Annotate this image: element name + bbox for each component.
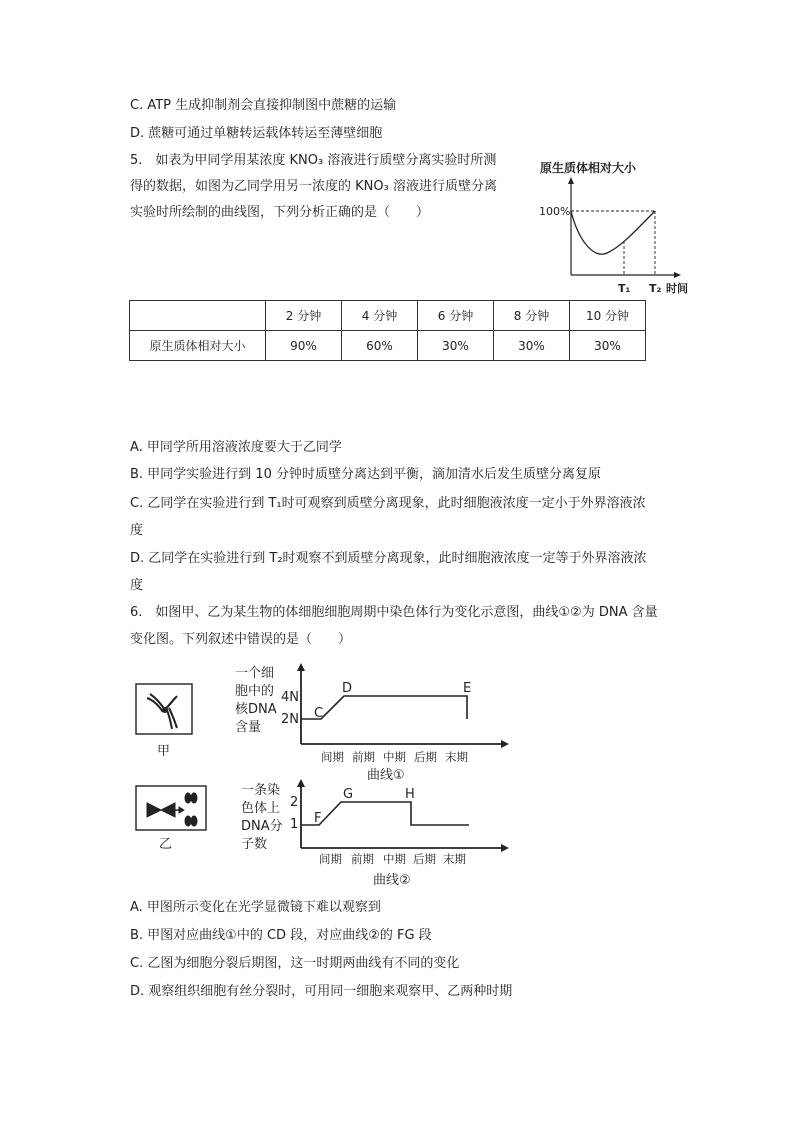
curve1-ylabel-line: 胞中的 <box>235 684 275 699</box>
curve1-point-c: C <box>314 706 324 721</box>
q5-table-cell: 30% <box>494 331 570 361</box>
q5-stem <box>130 148 530 226</box>
fig-jia-label: 甲 <box>157 744 171 759</box>
curve1-ylabel-line: 核DNA <box>235 702 277 717</box>
curve2-ylabel-line: 一条染 <box>241 783 281 798</box>
q5-table-row-label: 原生质体相对大小 <box>130 331 266 361</box>
curve2-ylabel-line: 子数 <box>241 837 268 852</box>
q4-option-c: C. ATP 生成抑制剂会直接抑制图中蔗糖的运输 <box>130 98 397 113</box>
q5-stem-line2: 得的数据，如图为乙同学用另一浓度的 KNO₃ 溶液进行质壁分离 <box>130 179 497 194</box>
curve2-caption: 曲线② <box>373 873 411 888</box>
q6-stem-line2: 变化图。下列叙述中错误的是（ ） <box>130 632 352 647</box>
fig-jia-chromosome-icon <box>147 694 177 729</box>
q5-option-c-line1: C. 乙同学在实验进行到 T₁时可观察到质壁分离现象，此时细胞液浓度一定小于外界溶液浓 <box>130 496 646 511</box>
q5-table-corner <box>130 301 266 331</box>
q6-figures <box>125 658 515 894</box>
curve2-y-arrow <box>297 779 305 787</box>
curve1-phase: 后期 <box>414 750 437 764</box>
curve1-phase: 中期 <box>383 750 406 764</box>
q5-curve <box>571 211 655 254</box>
curve1-phase: 前期 <box>352 750 375 764</box>
q5-curve-graph <box>535 155 700 300</box>
q5-table-header: 4 分钟 <box>342 301 418 331</box>
q5-t1-label: T₁ <box>618 282 631 295</box>
q5-y-arrow <box>568 177 574 184</box>
q5-graph-ylabel: 原生质体相对大小 <box>540 161 637 175</box>
curve1-y-arrow <box>297 663 305 671</box>
curve2-point-h: H <box>405 787 415 802</box>
curve1-phase: 末期 <box>445 750 468 764</box>
q5-table-header: 6 分钟 <box>418 301 494 331</box>
q5-data-table <box>129 300 646 361</box>
q5-y-tick-100: 100% <box>539 205 571 218</box>
q5-x-arrow <box>674 272 681 278</box>
curve2-phase: 间期 <box>319 852 342 866</box>
curve1-ylabel-line: 含量 <box>235 720 262 735</box>
q6-option-d: D. 观察组织细胞有丝分裂时，可用同一细胞来观察甲、乙两种时期 <box>130 984 513 999</box>
q6-curve1 <box>235 663 509 783</box>
q5-table-header-row <box>130 301 646 331</box>
curve1-x-arrow <box>501 740 509 748</box>
curve2-point-g: G <box>343 787 354 802</box>
curve2-line <box>301 802 469 825</box>
q5-option-d-line2: 度 <box>130 578 144 593</box>
curve2-phase: 后期 <box>413 852 436 866</box>
curve1-y-tick-2n: 2N <box>281 712 299 727</box>
curve1-y-tick-4n: 4N <box>281 690 299 705</box>
q4-option-d: D. 蔗糖可通过单糖转运载体转运至薄壁细胞 <box>130 126 383 141</box>
q5-table-cell: 60% <box>342 331 418 361</box>
q5-stem-line3: 实验时所绘制的曲线图，下列分析正确的是（ ） <box>130 205 430 220</box>
q5-option-b: B. 甲同学实验进行到 10 分钟时质壁分离达到平衡，滴加清水后发生质壁分离复原 <box>130 467 601 482</box>
q6-stem-line1: 6. 如图甲、乙为某生物的体细胞细胞周期中染色体行为变化示意图，曲线①②为 DNA 含量 <box>130 605 658 620</box>
q6-option-c: C. 乙图为细胞分裂后期图，这一时期两曲线有不同的变化 <box>130 956 460 971</box>
fig-yi-label: 乙 <box>159 837 173 852</box>
q5-table-cell: 30% <box>570 331 646 361</box>
q6-option-b: B. 甲图对应曲线①中的 CD 段，对应曲线②的 FG 段 <box>130 928 432 943</box>
curve2-phase: 前期 <box>351 852 374 866</box>
q5-t2-label: T₂ <box>649 282 662 295</box>
curve2-ylabel-line: 色体上 <box>241 801 281 816</box>
q5-table-cell: 90% <box>266 331 342 361</box>
q5-table-cell: 30% <box>418 331 494 361</box>
q6-curve2 <box>241 779 509 888</box>
curve1-phase: 间期 <box>321 750 344 764</box>
q5-option-c-line2: 度 <box>130 523 144 538</box>
curve2-point-f: F <box>314 811 322 826</box>
curve2-x-arrow <box>501 844 509 852</box>
q6-option-a: A. 甲图所示变化在光学显微镜下难以观察到 <box>130 900 381 915</box>
q5-table-header: 2 分钟 <box>266 301 342 331</box>
q5-table-row <box>130 331 646 361</box>
curve1-line <box>301 696 467 719</box>
q5-table-header: 8 分钟 <box>494 301 570 331</box>
curve2-y-tick-1: 1 <box>290 817 299 832</box>
curve2-ylabel-line: DNA分 <box>241 819 283 834</box>
q5-x-label: 时间 <box>666 282 688 295</box>
q5-option-d-line1: D. 乙同学在实验进行到 T₂时观察不到质壁分离现象，此时细胞液浓度一定等于外界溶液浓 <box>130 551 647 566</box>
curve2-phase: 中期 <box>383 852 406 866</box>
curve1-point-e: E <box>463 681 472 696</box>
q5-stem-line1: 5. 如表为甲同学用某浓度 KNO₃ 溶液进行质壁分离实验时所测 <box>130 153 497 168</box>
curve1-caption: 曲线① <box>367 768 405 783</box>
curve2-phase: 末期 <box>443 852 466 866</box>
curve2-y-tick-2: 2 <box>290 795 299 810</box>
fig-yi-chromosome-icon <box>147 793 197 826</box>
curve1-ylabel-line: 一个细 <box>235 666 275 681</box>
curve1-point-d: D <box>342 681 353 696</box>
q5-option-a: A. 甲同学所用溶液浓度要大于乙同学 <box>130 440 342 455</box>
q5-table-header: 10 分钟 <box>570 301 646 331</box>
